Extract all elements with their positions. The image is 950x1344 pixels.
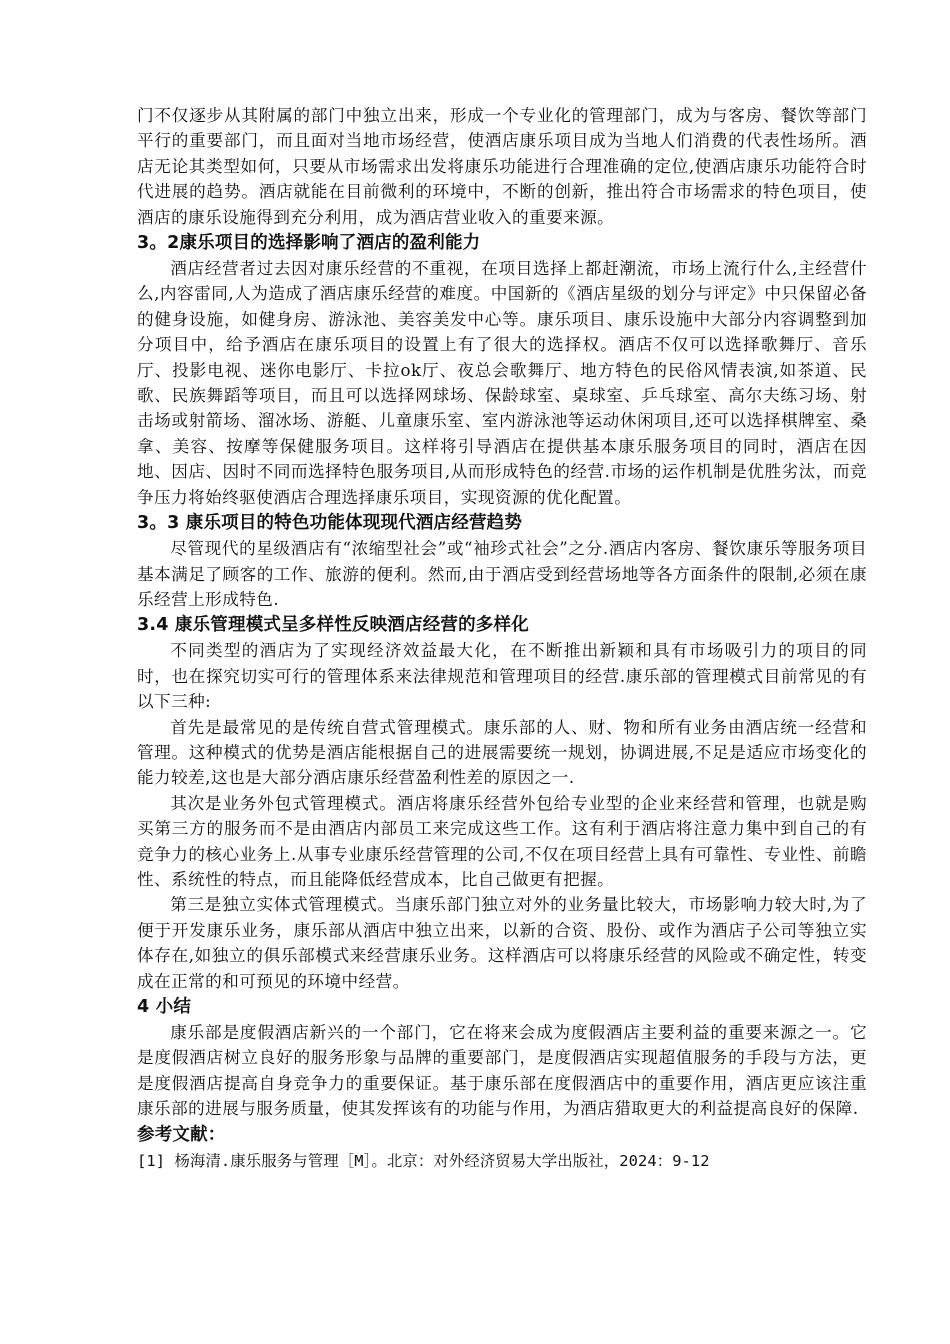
section-3-4-paragraph-self-operated: 首先是最常见的是传统自营式管理模式。康乐部的人、财、物和所有业务由酒店统一经营和管理。这种模式的优势是酒店能根据自己的进展需要统一规划，协调进展,不足是适应市场变化的能力较差,这也是大部分酒店康乐经营盈利性差的原因之一. bbox=[137, 717, 867, 788]
section-3-3-heading: 3。3 康乐项目的特色功能体现现代酒店经营趋势 bbox=[137, 513, 523, 534]
section-3-4-paragraph-independent: 第三是独立实体式管理模式。当康乐部门独立对外的业务量比较大，市场影响力较大时,为了便于开发康乐业务，康乐部从酒店中独立出来，以新的合资、股份、或作为酒店子公司等独立实体存在,如独立的俱乐部模式来经营康乐业务。这样酒店可以将康乐经营的风险或不确定性，转变成在正常的和可预见的环境中经营。 bbox=[137, 895, 867, 991]
section-3-4-heading: 3.4 康乐管理模式呈多样性反映酒店经营的多样化 bbox=[137, 615, 529, 636]
section-3-4-paragraph-outsourced: 其次是业务外包式管理模式。酒店将康乐经营外包给专业型的企业来经营和管理，也就是购买第三方的服务而不是由酒店内部员工来完成这些工作。这有利于酒店将注意力集中到自己的有竞争力的核心业务上.从事专业康乐经营管理的公司,不仅在项目经营上具有可靠性、专业性、前瞻性、系统性的特点，而且能降低经营成本，比自己做更有把握。 bbox=[137, 793, 867, 889]
section-3-2-heading: 3。2康乐项目的选择影响了酒店的盈利能力 bbox=[137, 233, 481, 254]
section-3-3-paragraph: 尽管现代的星级酒店有“浓缩型社会”或“袖珍式社会”之分.酒店内客房、餐饮康乐等服务项目基本满足了顾客的工作、旅游的便利。然而,由于酒店受到经营场地等各方面条件的限制,必须在康乐经营上形成特色. bbox=[137, 539, 867, 609]
document-page bbox=[137, 103, 867, 1174]
intro-paragraph: 门不仅逐步从其附属的部门中独立出来，形成一个专业化的管理部门，成为与客房、餐饮等部门平行的重要部门，而且面对当地市场经营，使酒店康乐项目成为当地人们消费的代表性场所。酒店无论其类型如何，只要从市场需求出发将康乐功能进行合理准确的定位,使酒店康乐功能符合时代进展的趋势。酒店就能在目前微利的环境中，不断的创新，推出符合市场需求的特色项目，使酒店的康乐设施得到充分利用，成为酒店营业收入的重要来源。 bbox=[137, 106, 867, 227]
reference-item: [1] 杨海清.康乐服务与管理［M］。北京：对外经济贸易大学出版社，2024：9-12 bbox=[137, 1151, 710, 1170]
section-4-paragraph: 康乐部是度假酒店新兴的一个部门，它在将来会成为度假酒店主要利益的重要来源之一。它是度假酒店树立良好的服务形象与品牌的重要部门，是度假酒店实现超值服务的手段与方法，更是度假酒店提高自身竞争力的重要保证。基于康乐部在度假酒店中的重要作用，酒店更应该注重康乐部的进展与服务质量，使其发挥该有的功能与作用，为酒店猎取更大的利益提高良好的保障. bbox=[137, 1023, 867, 1119]
section-3-4-paragraph-intro: 不同类型的酒店为了实现经济效益最大化，在不断推出新颖和具有市场吸引力的项目的同时，也在探究切实可行的管理体系来法律规范和管理项目的经营.康乐部的管理模式目前常见的有以下三种: bbox=[137, 641, 867, 712]
section-3-2-paragraph: 酒店经营者过去因对康乐经营的不重视，在项目选择上都赶潮流，市场上流行什么,主经营什么,内容雷同,人为造成了酒店康乐经营的难度。中国新的《酒店星级的划分与评定》中只保留必备的健身设施，如健身房、游泳池、美容美发中心等。康乐项目、康乐设施中大部分内容调整到加分项目中，给予酒店在康乐项目的设置上有了很大的选择权。酒店不仅可以选择歌舞厅、音乐厅、投影电视、迷你电影厅、卡拉ok厅、夜总会歌舞厅、地方特色的民俗风情表演,如茶道、民歌、民族舞蹈等项目，而且可以选择网球场、保龄球室、桌球室、乒乓球室、高尔夫练习场、射击场或射箭场、溜冰场、游艇、儿童康乐室、室内游泳池等运动休闲项目,还可以选择棋牌室、桑拿、美容、按摩等保健服务项目。这样将引导酒店在提供基本康乐服务项目的同时，酒店在因地、因店、因时不同而选择特色服务项目,从而形成特色的经营.市场的运作机制是优胜劣汰，而竞争压力将始终驱使酒店合理选择康乐项目，实现资源的优化配置。 bbox=[137, 259, 867, 507]
section-4-heading: 4 小结 bbox=[137, 997, 192, 1017]
references-heading: 参考文献： bbox=[137, 1124, 226, 1145]
